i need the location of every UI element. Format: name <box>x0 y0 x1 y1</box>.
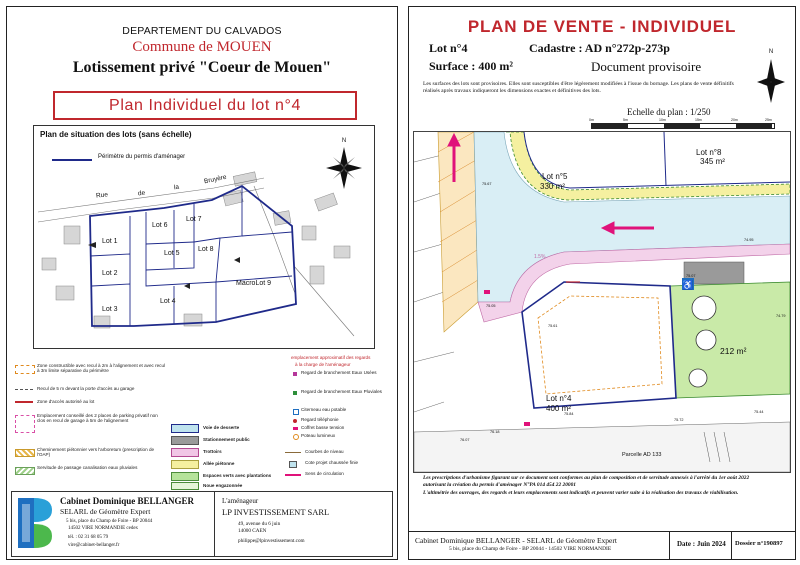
lot5-area: 330 m² <box>540 182 565 191</box>
swatch-espaces-verts <box>171 472 199 481</box>
lot8-area: 345 m² <box>700 157 725 166</box>
left-footer <box>11 491 393 557</box>
legend-right-text: Sens de circulation <box>305 471 344 476</box>
legend-left-text: Zone constructible avec recul à 2m à l'alignement et avec recul à 3m limite séparative du périmètre <box>37 363 166 374</box>
constructible-zone-swatch <box>15 365 35 374</box>
access-zone-swatch <box>15 401 33 403</box>
legend-right-text: Coffret basse tension <box>301 425 345 430</box>
circulation-arrow-icon <box>285 474 301 476</box>
legend-right-text: Regard de branchement Eaux Usées <box>301 370 377 375</box>
electric-box-icon <box>293 427 298 430</box>
level-label: 75.72 <box>674 418 684 422</box>
recul-swatch <box>15 389 33 390</box>
perimeter-label: Périmètre du permis d'aménager <box>98 154 186 160</box>
scale-tick: 5m <box>623 118 628 122</box>
legend-mid-text: Trottoirs <box>203 449 222 454</box>
dossier-number: Dossier n°190897 <box>735 540 783 547</box>
commune-title: Commune de MOUEN <box>132 39 272 55</box>
amenageur-address-1: 49, avenue du 6 juin <box>238 521 281 527</box>
footpath-swatch <box>15 449 35 457</box>
lot-label: Lot 7 <box>186 216 202 223</box>
cabinet-subtitle: SELARL de Géomètre Expert <box>60 507 151 516</box>
phone-icon <box>293 419 297 423</box>
road-word-4: Bruyère <box>203 173 228 186</box>
plan-title-box <box>53 91 357 120</box>
scale-bar <box>591 123 775 129</box>
level-label: 75.61 <box>548 324 558 328</box>
level-label: 76.18 <box>490 430 500 434</box>
bellanger-logo-icon <box>16 496 54 550</box>
lot5-name: Lot n°5 <box>542 172 568 181</box>
eu-regard-icon <box>293 372 297 376</box>
level-label: 74.95 <box>744 238 754 242</box>
sale-plan-title: PLAN DE VENTE - INDIVIDUEL <box>467 17 737 36</box>
scale-tick: 25m <box>765 118 772 122</box>
right-footer-address: 5 bis, place du Champ de Foire - BP 20044 - 14502 VIRE NORMANDIE <box>449 546 612 552</box>
urbanism-prescriptions <box>423 475 773 497</box>
legend-right-text: Regard de branchement Eaux Pluviales <box>301 389 382 394</box>
level-mark-icon <box>289 461 297 468</box>
swatch-stationnement <box>171 436 199 445</box>
lot-label: Lot 6 <box>152 222 168 229</box>
lot-label: Lot 1 <box>102 238 118 245</box>
site-plan-drawing <box>414 132 790 472</box>
green-lot-area: 212 m² <box>720 346 747 356</box>
north-label: N <box>768 49 774 55</box>
scale-tick: 0m <box>589 118 594 122</box>
legend-left-text: Cheminement piétonnier vers l'arboretum (prescription de l'OAP) <box>37 447 155 458</box>
compass-rose-icon <box>755 49 787 107</box>
lot-label: Lot 3 <box>102 306 118 313</box>
lot4-name: Lot n°4 <box>546 394 572 403</box>
lot-number: Lot n°4 <box>429 41 468 55</box>
ep-regard-icon <box>293 391 297 395</box>
legend-right-text: Citerneau eau potable <box>301 407 347 412</box>
prescriptions-text: Les prescriptions d'urbanisme figurant sur ce document sont conformes au plan de composition et de servitude annexés à l'arrêté du 1er août 2022 autorisant la création du permis d'aménager N°PA 014 454 22 20001 <box>423 475 750 488</box>
contour-line-swatch <box>285 452 301 453</box>
cabinet-address-2: 14502 VIRE NORMANDIE cedex <box>68 526 139 531</box>
parcel-label: Parcelle AD 133 <box>622 452 662 458</box>
cabinet-address-1: 5 bis, place du Champ de Foire - BP 20044 <box>66 519 153 524</box>
cabinet-name: Cabinet Dominique BELLANGER <box>60 496 195 506</box>
water-icon <box>293 409 299 415</box>
altimetry-text: L'altimétrie des ouvrages, des regards et leurs emplacements sont indicatifs et peuvent varier suite à la réalisation des travaux de viabilisation. <box>423 490 739 497</box>
situation-map <box>33 125 375 349</box>
legend-area <box>11 353 393 489</box>
swatch-trottoirs <box>171 448 199 457</box>
level-label: 75.67 <box>482 182 492 186</box>
legend-right-subtitle: à la charge de l'aménageur <box>295 362 351 367</box>
footer-divider <box>669 532 670 560</box>
legend-right-text: Courbes de niveau <box>305 449 344 454</box>
lotissement-title: Lotissement privé "Coeur de Mouen" <box>72 59 332 76</box>
swatch-noue <box>171 482 199 490</box>
lot-label: Lot 2 <box>102 270 118 277</box>
level-label: 75.44 <box>754 410 764 414</box>
level-label: 75.07 <box>686 274 696 278</box>
cabinet-phone: tél. : 02 31 68 05 79 <box>68 535 109 540</box>
swatch-allee <box>171 460 199 469</box>
right-footer <box>409 531 795 560</box>
situation-map-drawing <box>34 126 374 348</box>
plan-title: Plan Individuel du lot n°4 <box>109 97 301 114</box>
cabinet-email: vire@cabinet-bellanger.fr <box>68 543 120 548</box>
scale-tick: 15m <box>695 118 702 122</box>
scale-tick: 20m <box>731 118 738 122</box>
legend-right-text: Regard téléphonie <box>301 417 339 422</box>
scale-tick: 10m <box>659 118 666 122</box>
lamp-icon <box>293 434 299 440</box>
legend-mid-text: Stationnement public <box>203 437 250 442</box>
svg-text:♿: ♿ <box>682 280 694 290</box>
road-word-1: Rue <box>95 191 109 200</box>
level-label: 74.79 <box>776 314 786 318</box>
surface-value: Surface : 400 m² <box>429 59 513 73</box>
right-sheet <box>408 6 796 560</box>
right-footer-name: Cabinet Dominique BELLANGER - SELARL de Géomètre Expert <box>415 536 617 545</box>
legend-mid-text: Voie de desserte <box>203 425 240 430</box>
provisional-doc: Document provisoire <box>591 59 702 74</box>
legend-right-text: Poteau lumineux <box>301 433 336 438</box>
scale-label: Echelle du plan : 1/250 <box>627 107 711 117</box>
swatch-voie <box>171 424 199 433</box>
amenageur-name: LP INVESTISSEMENT SARL <box>222 507 330 517</box>
lot4-area: 400 m² <box>546 404 571 413</box>
level-label: 76.07 <box>460 438 470 442</box>
lot-label: Lot 5 <box>164 250 180 257</box>
road-word-3: la <box>173 183 180 192</box>
amenageur-title: L'aménageur <box>222 497 259 505</box>
level-label: 75.05 <box>486 304 496 308</box>
lot-label: MacroLot 9 <box>236 280 272 287</box>
easement-swatch <box>15 467 35 475</box>
legend-mid-text: Noue engazonnée <box>203 483 243 488</box>
legend-left-text: Recul de 5 m devant la porte d'accès au garage <box>37 386 135 391</box>
north-label: N <box>341 138 347 144</box>
legend-right-title: emplacement approximatif des regards <box>291 355 371 360</box>
footer-divider <box>214 492 215 556</box>
site-plan <box>413 131 791 473</box>
left-sheet <box>6 6 398 560</box>
date-label: Date : Juin 2024 <box>677 540 726 548</box>
lot-label: Lot 8 <box>198 246 214 253</box>
legend-mid-text: Allée piétonne <box>203 461 235 466</box>
lot8-name: Lot n°8 <box>696 148 722 157</box>
situation-title: Plan de situation des lots (sans échelle) <box>40 130 192 139</box>
amenageur-email: philippe@lpinvestissement.com <box>238 538 305 544</box>
amenageur-address-2: 14000 CAEN <box>238 528 267 534</box>
legend-left-text: Servitude de passage canalisation eaux pluviales <box>37 465 138 470</box>
lot-label: Lot 4 <box>160 298 176 305</box>
legend-mid-text: Espaces verts avec plantations <box>203 473 272 478</box>
cadastre-ref: Cadastre : AD n°272p-273p <box>529 41 670 55</box>
level-label: 75.84 <box>564 412 574 416</box>
legend-left-text: Zone d'accès autorisé au lot <box>37 399 95 404</box>
provisional-note: Les surfaces des lots sont provisoires. Elles sont susceptibles d'être légèrement modifiées à l'issue du bornage. Les plans de vente définitifs réalisés après travaux indiqueront les dimensions exactes et définitives des lots. <box>423 81 734 94</box>
parking-swatch <box>15 415 35 433</box>
legend-left-text: Emplacement conseillé des 2 places de parking privatif non clos en recul de garage à 5m de l'alignement <box>37 413 158 424</box>
slope-label: 1.5% <box>534 254 546 260</box>
footer-divider <box>731 532 732 560</box>
department-text: DEPARTEMENT DU CALVADOS <box>122 25 282 37</box>
legend-right-text: Cote projet chaussée finie <box>305 460 359 465</box>
road-word-2: de <box>137 189 146 198</box>
